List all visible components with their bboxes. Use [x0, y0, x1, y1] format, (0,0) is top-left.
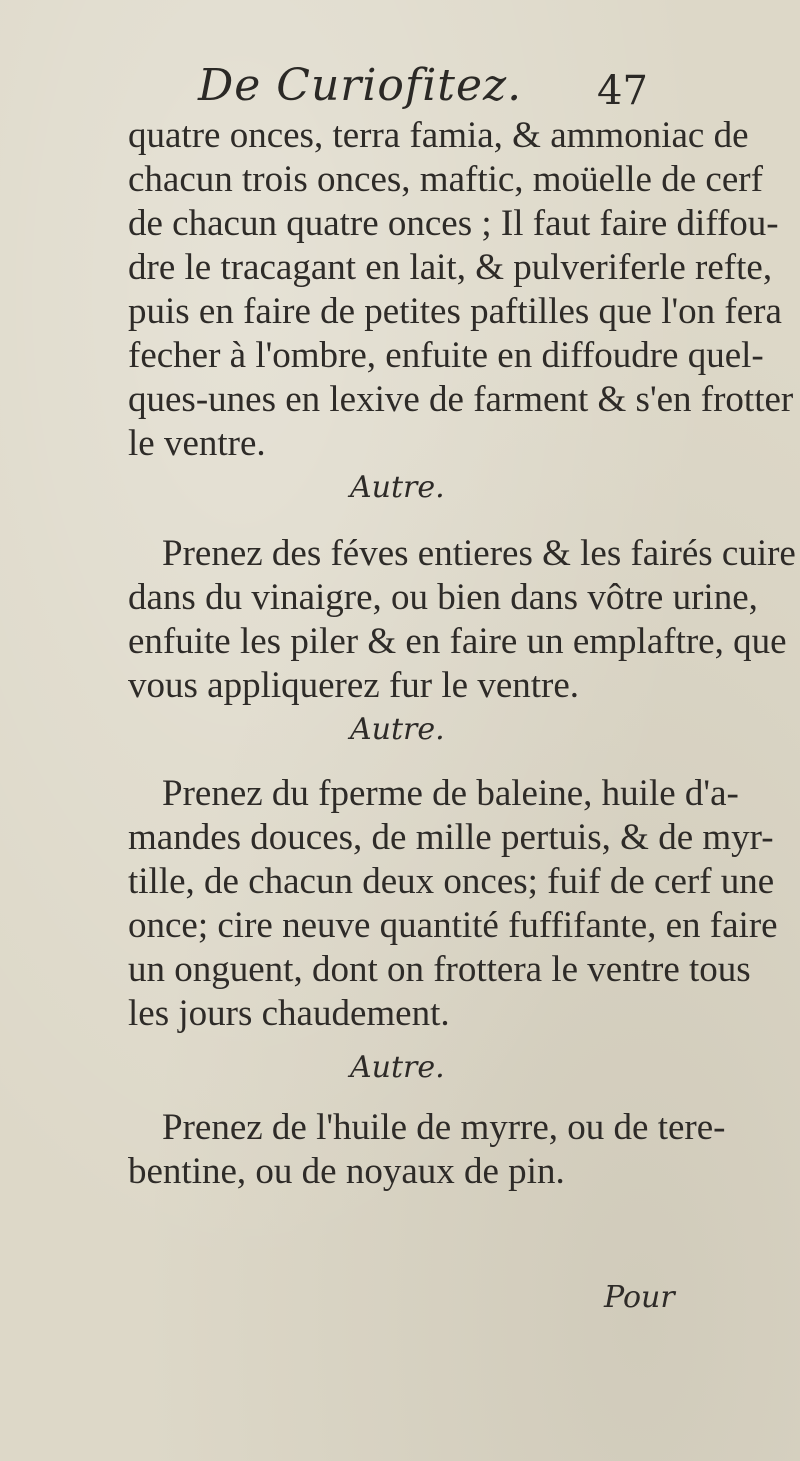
text-line: un onguent, dont on frottera le ventre tous [128, 949, 751, 990]
paragraph-4 [128, 1106, 726, 1194]
page-number: 47 [597, 68, 648, 114]
text-line: puis en faire de petites paftilles que l'on fera [128, 291, 782, 332]
text-line: dans du vinaigre, ou bien dans vôtre urine, [128, 577, 758, 618]
text-line: Prenez de l'huile de myrre, ou de tere- [162, 1107, 726, 1148]
running-head-title: De Curiofitez. [198, 60, 523, 111]
text-line: Prenez du fperme de baleine, huile d'a- [162, 773, 739, 814]
text-line: chacun trois onces, maftic, moüelle de cerf [128, 159, 763, 200]
section-heading: Autre. [350, 1050, 445, 1085]
text-line: de chacun quatre onces ; Il faut faire diffou- [128, 203, 779, 244]
text-line: quatre onces, terra famia, & ammoniac de [128, 115, 749, 156]
text-line: dre le tracagant en lait, & pulveriferle refte, [128, 247, 773, 288]
paragraph-2 [128, 532, 796, 708]
text-line: vous appliquerez fur le ventre. [128, 665, 580, 706]
text-line: les jours chaudement. [128, 993, 450, 1034]
text-line: le ventre. [128, 423, 266, 464]
paragraph-1 [128, 114, 794, 466]
running-head [0, 60, 800, 120]
text-line: bentine, ou de noyaux de pin. [128, 1151, 565, 1192]
text-line: enfuite les piler & en faire un emplaftre, que [128, 621, 787, 662]
paragraph-3 [128, 772, 778, 1036]
text-line: fecher à l'ombre, enfuite en diffoudre quel- [128, 335, 764, 376]
text-line: ques-unes en lexive de farment & s'en frotter [128, 379, 794, 420]
text-line: Prenez des féves entieres & les fairés cuire [162, 533, 796, 574]
text-line: tille, de chacun deux onces; fuif de cerf une [128, 861, 775, 902]
text-line: once; cire neuve quantité fuffifante, en faire [128, 905, 778, 946]
section-heading: Autre. [350, 712, 445, 747]
catchword: Pour [604, 1280, 675, 1315]
text-line: mandes douces, de mille pertuis, & de myr- [128, 817, 774, 858]
section-heading: Autre. [350, 470, 445, 505]
